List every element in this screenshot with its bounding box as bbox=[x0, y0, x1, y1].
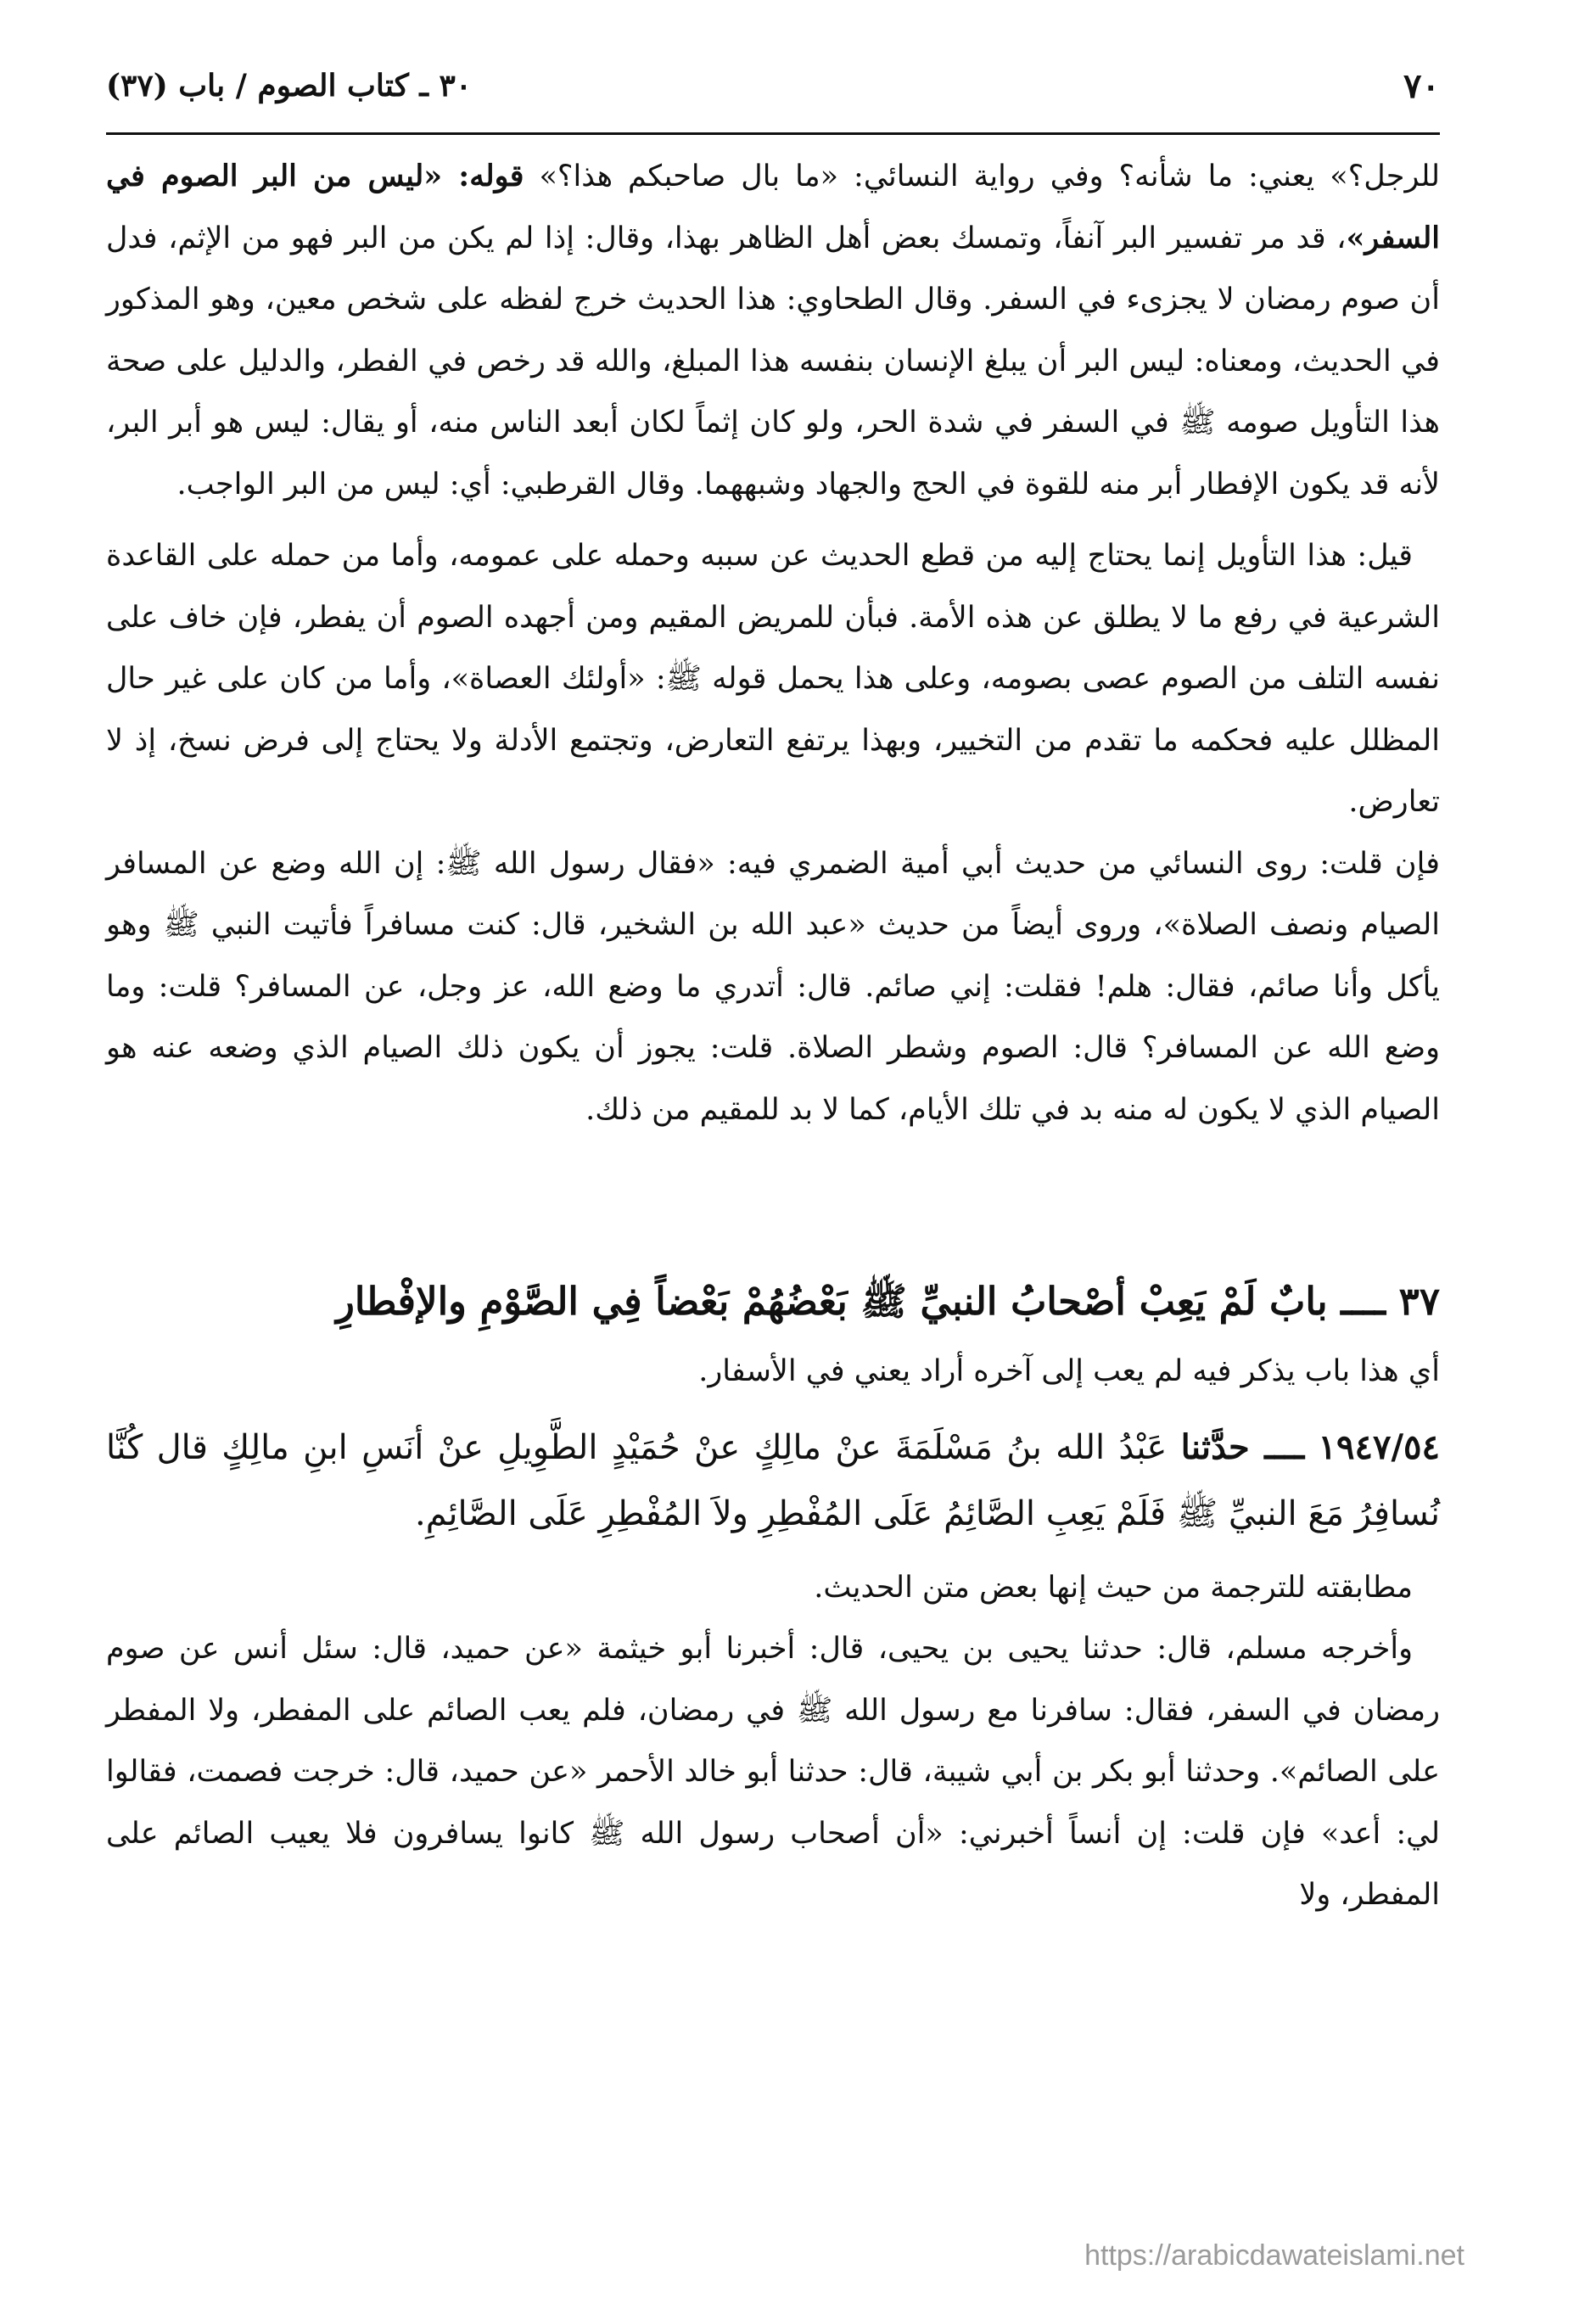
commentary-paragraph: وأخرجه مسلم، قال: حدثنا يحيى بن يحيى، قال: أخبرنا أبو خيثمة «عن حميد، قال: سئل أنس عن صوم رمضان في السفر، فقال: سافرنا مع رسول الله ﷺ في رمضان، فلم يعب الصائم على المفطر، ولا المفطر على الصائم». وحدثنا أبو بكر بن أبي شيبة، قال: حدثنا أبو خالد الأحمر «عن حميد، قال: خرجت فصمت، فقالوا لي: أعد» فإن قلت: إن أنساً أخبرني: «أن أصحاب رسول الله ﷺ كانوا يسافرون فلا يعيب الصائم على المفطر، ولا bbox=[106, 1632, 1440, 1912]
page-number: ٧٠ bbox=[1403, 66, 1440, 106]
commentary-paragraph: فإن قلت: روى النسائي من حديث أبي أمية الضمري فيه: «فقال رسول الله ﷺ: إن الله وضع عن المسافر الصيام ونصف الصلاة»، وروى أيضاً من حديث «عبد الله بن الشخير، قال: كنت مسافراً فأتيت النبي ﷺ وهو يأكل وأنا صائم، فقال: هلم! فقلت: إني صائم. قال: أتدري ما وضع الله، عز وجل، عن المسافر؟ قلت: وما وضع الله عن المسافر؟ قال: الصوم وشطر الصلاة. قلت: يجوز أن يكون ذلك الصيام الذي وضعه عنه هو الصيام الذي لا يكون له منه بد في تلك الأيام، كما لا بد للمقيم من ذلك. bbox=[106, 846, 1440, 1127]
hadith-label: ــــ حدَّثنا bbox=[1180, 1426, 1305, 1467]
paragraph-text: ، قد مر تفسير البر آنفاً، وتمسك بعض أهل الظاهر بهذا، وقال: إذا لم يكن من البر فهو من الإثم، فدل أن صوم رمضان لا يجزىء في السفر. وقال الطحاوي: هذا الحديث خرج لفظه على شخص معين، وهو المذكور في الحديث، ومعناه: ليس البر أن يبلغ الإنسان بنفسه هذا المبلغ، والله قد رخص في الفطر، والدليل على صحة هذا التأويل صومه ﷺ في السفر في شدة الحر، ولو كان إثماً لكان أبعد الناس منه، أو يقال: ليس هو أبر البر، لأنه قد يكون الإفطار أبر منه للقوة في الحج والجهاد وشبههما. وقال القرطبي: أي: ليس من البر الواجب. bbox=[106, 221, 1440, 502]
chapter-explanation: أي هذا باب يذكر فيه لم يعب إلى آخره أراد يعني في الأسفار. bbox=[698, 1354, 1440, 1388]
hadith-number: ١٩٤٧/٥٤ bbox=[1318, 1426, 1441, 1467]
commentary-paragraph: مطابقته للترجمة من حيث إنها بعض متن الحديث. bbox=[814, 1570, 1413, 1605]
hadith-text bbox=[106, 1415, 1440, 1547]
page-body bbox=[106, 146, 1440, 1926]
page-header bbox=[106, 66, 1440, 126]
commentary-paragraph: قيل: هذا التأويل إنما يحتاج إليه من قطع الحديث عن سببه وحمله على عمومه، وأما من حمله على القاعدة الشرعية في رفع ما لا يطلق عن هذه الأمة. فبأن للمريض المقيم ومن أجهده الصوم أن يفطر، فإن خاف على نفسه التلف من الصوم عصى بصومه، وعلى هذا يحمل قوله ﷺ: «أولئك العصاة»، وأما من كان على غير حال المظلل عليه فحكمه ما تقدم من التخيير، وبهذا يرتفع التعارض، وتجتمع الأدلة ولا يحتاج إلى فرض نسخ، إذ لا تعارض. bbox=[106, 539, 1440, 819]
commentary-paragraph bbox=[106, 146, 1440, 515]
quoted-phrase: قوله: «ليس من البر الصوم في السفر» bbox=[106, 159, 1440, 255]
watermark-url: https://arabicdawateislami.net bbox=[1084, 2239, 1464, 2272]
running-title: ٣٠ ـ كتاب الصوم / باب (٣٧) bbox=[106, 68, 473, 104]
header-divider bbox=[106, 132, 1440, 135]
hadith-body: عَبْدُ الله بنُ مَسْلَمَةَ عنْ مالِكٍ عنْ حُمَيْدٍ الطَّوِيلِ عنْ أنَسِ ابنِ مالِكٍ قال كُنَّا نُسافِرُ مَعَ النبيِّ ﷺ فَلَمْ يَعِبِ الصَّائِمُ عَلَى المُفْطِرِ ولاَ المُفْطِرِ عَلَى الصَّائِمِ. bbox=[106, 1427, 1440, 1533]
paragraph-text: للرجل؟» يعني: ما شأنه؟ وفي رواية النسائي: «ما بال صاحبكم هذا؟» bbox=[524, 160, 1441, 193]
chapter-heading: ٣٧ ــــ بابٌ لَمْ يَعِبْ أصْحابُ النبيِّ ﷺ بَعْضُهُمْ بَعْضاً فِي الصَّوْمِ والإفْطارِ bbox=[336, 1279, 1440, 1324]
